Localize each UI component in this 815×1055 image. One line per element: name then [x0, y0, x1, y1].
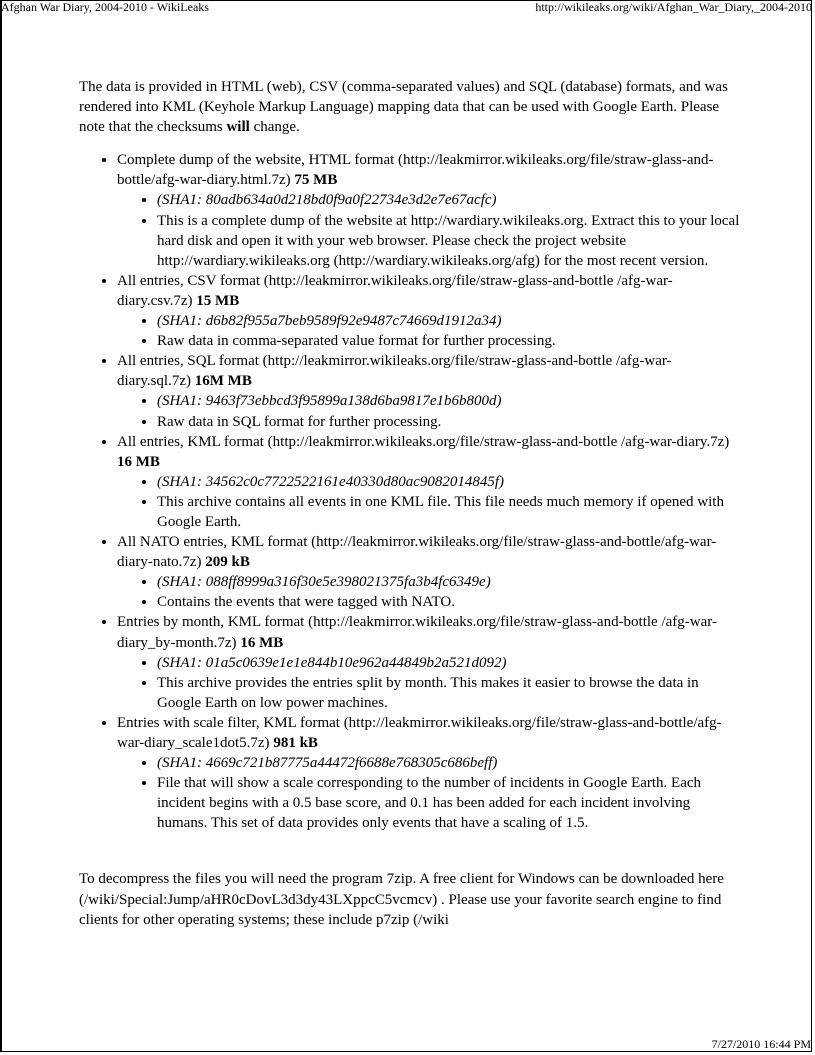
- sha1-checksum: • (SHA1: d6b82f955a7beb9589f92e9487c74669d1912a34): [157, 311, 744, 331]
- intro-bold-word: will: [226, 119, 250, 136]
- download-details: [117, 653, 744, 713]
- download-details: [117, 753, 744, 833]
- outro-paragraph: To decompress the files you will need the program 7zip. A free client for Windows can be downloaded here (/wiki/Special:Jump/aHR0cDovL3d3dy43LXppcC5vcmcv) . Please use your favorite search engine to find clients for other operating systems; these include p7zip (/wiki: [79, 871, 724, 928]
- download-item: [117, 532, 744, 612]
- download-description: • This is a complete dump of the website at http://wardiary.wikileaks.org. Extract this to your local hard disk and open it with your web browser. Please check the project website http://wardiary.wikileaks.org (http://wardiary.wikileaks.org/afg) for the most recent version.: [157, 211, 744, 271]
- download-item: [117, 713, 744, 834]
- download-description: • This archive contains all events in one KML file. This file needs much memory if opened with Google Earth.: [157, 492, 744, 532]
- download-item: [117, 351, 744, 431]
- download-link[interactable]: All entries, CSV format (http://leakmirror.wikileaks.org/file/straw-glass-and-bottle /afg-war-diary.csv.7z): [117, 272, 673, 309]
- download-item: [117, 612, 744, 712]
- download-description: • This archive provides the entries split by month. This makes it easier to browse the data in Google Earth on low power machines.: [157, 673, 744, 713]
- download-details: [117, 311, 744, 351]
- sha1-checksum: • (SHA1: 088ff8999a316f30e5e398021375fa3b4fc6349e): [157, 572, 744, 592]
- intro-paragraph: [79, 77, 744, 137]
- sha1-checksum: • (SHA1: 80adb634a0d218bd0f9a0f22734e3d2e7e67acfc): [157, 190, 744, 210]
- download-description: • File that will show a scale corresponding to the number of incidents in Google Earth. Each incident begins with a 0.5 base score, and 0.1 has been added for each incident involving humans. This set of data provides only events that have a scaling of 1.5.: [157, 773, 744, 833]
- download-item: [117, 150, 744, 271]
- download-details: [117, 391, 744, 431]
- download-size: 16 MB: [117, 453, 160, 470]
- download-link[interactable]: All NATO entries, KML format (http://leakmirror.wikileaks.org/file/straw-glass-and-bottle/afg-war-diary-nato.7z): [117, 534, 717, 571]
- page-title: Afghan War Diary, 2004-2010 - WikiLeaks: [1, 0, 209, 14]
- page-url: http://wikileaks.org/wiki/Afghan_War_Diary,_2004-2010: [535, 0, 812, 14]
- download-size: 981 kB: [273, 735, 318, 751]
- sha1-checksum: • (SHA1: 4669c721b87775a44472f6688e768305c686beff): [157, 753, 744, 773]
- download-link[interactable]: Complete dump of the website, HTML format (http://leakmirror.wikileaks.org/file/straw-glass-and-bottle/afg-war-diary.html.7z): [117, 152, 714, 189]
- download-link[interactable]: All entries, KML format (http://leakmirror.wikileaks.org/file/straw-glass-and-bottle /afg-war-diary.7z): [117, 433, 730, 450]
- download-size: 16 MB: [240, 634, 284, 651]
- download-size: 16M MB: [194, 373, 252, 390]
- download-description: • Raw data in comma-separated value format for further processing.: [157, 331, 744, 351]
- download-link[interactable]: Entries with scale filter, KML format (http://leakmirror.wikileaks.org/file/straw-glass-and-bottle/afg-war-diary_scale1dot5.7z): [117, 714, 722, 751]
- download-link[interactable]: All entries, SQL format (http://leakmirror.wikileaks.org/file/straw-glass-and-bottle /afg-war-diary.sql.7z): [117, 353, 672, 390]
- download-details: [117, 190, 744, 270]
- intro-end: change.: [249, 119, 300, 136]
- download-item: [117, 432, 744, 532]
- download-item: [117, 271, 744, 351]
- download-size: 209 kB: [205, 554, 250, 571]
- intro-text: The data is provided in HTML (web), CSV (comma-separated values) and SQL (database) formats, and was rendered into KML (Keyhole Markup Language) mapping data that can be used with Google Earth. Please note that the checksums: [79, 79, 728, 136]
- download-description: • Raw data in SQL format for further processing.: [157, 412, 744, 432]
- sha1-checksum: • (SHA1: 34562c0c7722522161e40330d80ac9082014845f): [157, 472, 744, 492]
- sha1-checksum: • (SHA1: 9463f73ebbcd3f95899a138d6ba9817e1b6b800d): [157, 391, 744, 411]
- main-content: [79, 77, 744, 930]
- download-details: [117, 472, 744, 532]
- sha1-checksum: • (SHA1: 01a5c0639e1e1e844b10e962a44849b2a521d092): [157, 653, 744, 673]
- download-description: • Contains the events that were tagged with NATO.: [157, 592, 744, 612]
- download-details: [117, 572, 744, 612]
- download-size: 75 MB: [294, 172, 338, 189]
- download-size: 15 MB: [196, 292, 240, 309]
- download-list: [79, 150, 744, 833]
- print-timestamp: 7/27/2010 16:44 PM: [711, 1037, 811, 1051]
- download-link[interactable]: Entries by month, KML format (http://leakmirror.wikileaks.org/file/straw-glass-and-bottle /afg-war-diary_by-month.7z): [117, 614, 717, 651]
